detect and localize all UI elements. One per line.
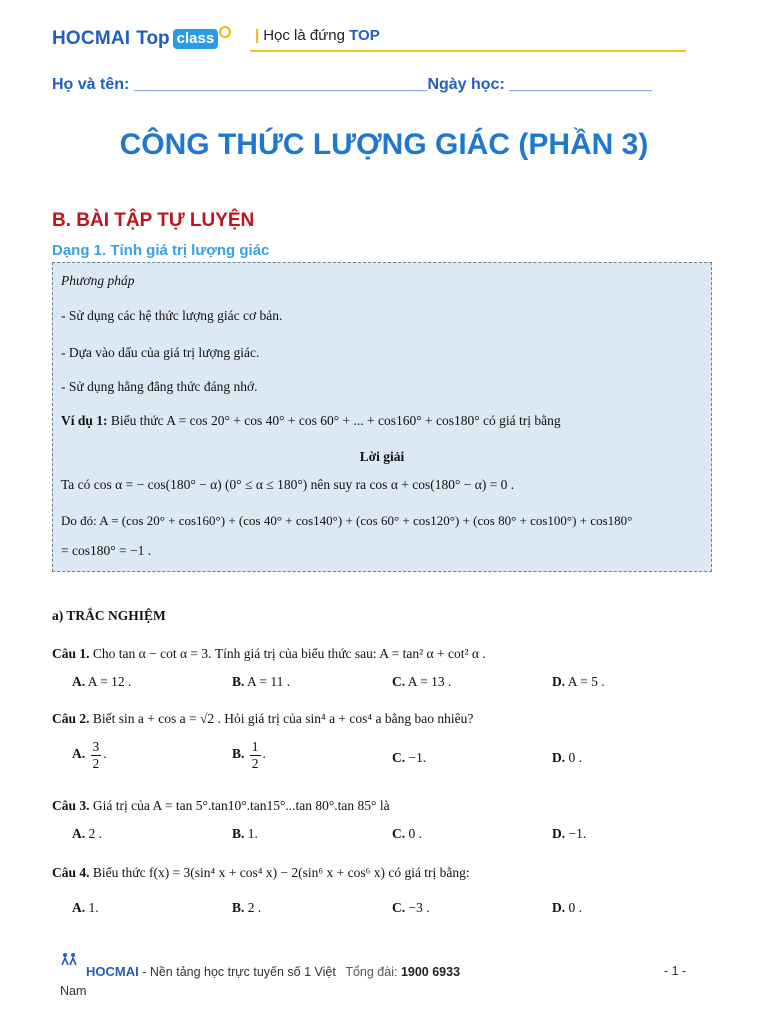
example-1	[61, 413, 561, 429]
method-item-3: - Sử dụng hằng đẳng thức đáng nhớ.	[61, 379, 258, 394]
footer	[86, 964, 460, 979]
q2-option-c-letter: C.	[392, 750, 406, 765]
q2-option-c-text: −1.	[408, 750, 427, 765]
q2-a-numerator: 3	[92, 739, 100, 754]
q1-option-d[interactable]	[552, 674, 605, 690]
q4-option-a-text: 1.	[88, 900, 99, 915]
q2-option-a-fraction	[91, 740, 102, 770]
page-title: CÔNG THỨC LƯỢNG GIÁC (PHẦN 3)	[119, 128, 649, 161]
solution-label: Lời giải	[359, 449, 405, 464]
hocmai-footer-icon	[60, 952, 78, 966]
slogan	[255, 27, 380, 44]
q3-option-b-text: 1.	[247, 826, 258, 841]
q2-option-d[interactable]	[552, 750, 582, 766]
q1-option-d-letter: D.	[552, 674, 566, 689]
method-item-2: - Dựa vào dấu của giá trị lượng giác.	[61, 345, 260, 360]
question-4-label: Câu 4.	[52, 865, 90, 880]
question-3-label: Câu 3.	[52, 798, 90, 813]
q4-option-a[interactable]	[72, 900, 99, 916]
q4-option-c-letter: C.	[392, 900, 406, 915]
question-2	[52, 711, 473, 727]
q2-option-c[interactable]	[392, 750, 426, 766]
q4-option-d[interactable]	[552, 900, 582, 916]
solution-line-2: Do đó: A = (cos 20° + cos160°) + (cos 40° + cos140°) + (cos 60° + cos120°) + (cos 80° + cos100°) + cos180°	[61, 513, 633, 528]
q1-option-b[interactable]	[232, 674, 290, 690]
q1-option-a-letter: A.	[72, 674, 86, 689]
q4-option-c[interactable]	[392, 900, 430, 916]
hocmai-topclass-logo	[52, 26, 231, 52]
slogan-top: TOP	[349, 27, 380, 44]
q2-option-d-text: 0 .	[568, 750, 582, 765]
q3-option-a-letter: A.	[72, 826, 86, 841]
logo-hocmai-text: HOCMAI	[52, 28, 131, 49]
question-4-text: Biểu thức f(x) = 3(sin⁴ x + cos⁴ x) − 2(sin⁶ x + cos⁶ x) có giá trị bằng:	[92, 865, 470, 880]
q3-option-a-text: 2 .	[88, 826, 102, 841]
q1-option-c-letter: C.	[392, 674, 406, 689]
method-box	[52, 262, 712, 572]
q2-b-numerator: 1	[251, 739, 259, 754]
question-3-text: Giá trị của A = tan 5°.tan10°.tan15°...tan 80°.tan 85° là	[92, 798, 390, 813]
name-date-row: Họ và tên: _________________________________Ngày học: ________________	[52, 76, 652, 93]
q1-option-a-text: A = 12 .	[87, 674, 132, 689]
q4-option-b[interactable]	[232, 900, 261, 916]
q3-option-b[interactable]	[232, 826, 258, 842]
question-2-label: Câu 2.	[52, 711, 90, 726]
q4-option-b-letter: B.	[232, 900, 245, 915]
slogan-bar: |	[255, 27, 260, 44]
q2-option-a-letter: A.	[72, 746, 86, 762]
method-item-1: - Sử dụng các hệ thức lượng giác cơ bản.	[61, 308, 283, 323]
q1-option-b-text: A = 11 .	[247, 674, 291, 689]
question-2-text: Biết sin a + cos a = √2 . Hỏi giá trị của sin⁴ a + cos⁴ a bằng bao nhiêu?	[92, 711, 474, 726]
logo-class-text: class	[173, 29, 219, 49]
q2-option-d-letter: D.	[552, 750, 566, 765]
method-heading: Phương pháp	[61, 273, 135, 288]
footer-hotline-number: 1900 6933	[400, 965, 461, 979]
question-1	[52, 646, 486, 662]
q3-option-b-letter: B.	[232, 826, 245, 841]
q2-b-period: .	[262, 746, 266, 762]
q3-option-c-letter: C.	[392, 826, 406, 841]
solution-line-1: Ta có cos α = − cos(180° − α) (0° ≤ α ≤ 180°) nên suy ra cos α + cos(180° − α) = 0 .	[61, 477, 515, 492]
q1-option-c[interactable]	[392, 674, 451, 690]
q2-a-denominator: 2	[92, 755, 100, 771]
footer-hotline-label: Tổng đài:	[345, 965, 398, 979]
q4-option-c-text: −3 .	[408, 900, 430, 915]
q2-b-denominator: 2	[251, 755, 259, 771]
q2-a-period: .	[103, 746, 107, 762]
question-1-text: Cho tan α − cot α = 3. Tính giá trị của biểu thức sau: A = tan² α + cot² α .	[92, 646, 486, 661]
q2-option-b[interactable]	[232, 740, 266, 770]
logo-top-text: Top	[136, 28, 170, 49]
footer-line-2: Nam	[60, 984, 87, 998]
q1-option-c-text: A = 13 .	[407, 674, 452, 689]
q4-option-a-letter: A.	[72, 900, 86, 915]
question-3	[52, 798, 390, 814]
footer-text: - Nền tảng học trực tuyến số 1 Việt	[138, 965, 336, 979]
slogan-text: Học là đứng	[263, 27, 345, 44]
q3-option-d-text: −1.	[568, 826, 587, 841]
q1-option-b-letter: B.	[232, 674, 245, 689]
q2-option-b-fraction	[250, 740, 261, 770]
footer-hotline	[345, 965, 460, 979]
header-underline	[250, 50, 686, 52]
q3-option-d-letter: D.	[552, 826, 566, 841]
q3-option-a[interactable]	[72, 826, 102, 842]
example-label: Ví dụ 1:	[61, 413, 108, 428]
page-number: - 1 -	[664, 964, 687, 978]
q2-option-a[interactable]	[72, 740, 107, 770]
subsection-heading: Dạng 1. Tính giá trị lượng giác	[52, 242, 270, 259]
q4-option-d-text: 0 .	[568, 900, 582, 915]
footer-brand[interactable]: HOCMAI	[86, 964, 139, 979]
q3-option-c[interactable]	[392, 826, 422, 842]
q1-option-a[interactable]	[72, 674, 131, 690]
example-text: Biểu thức A = cos 20° + cos 40° + cos 60° + ... + cos160° + cos180° có giá trị bằng	[110, 413, 561, 428]
q3-option-c-text: 0 .	[408, 826, 422, 841]
section-heading-b: B. BÀI TẬP TỰ LUYỆN	[52, 210, 255, 231]
question-1-label: Câu 1.	[52, 646, 90, 661]
q4-option-d-letter: D.	[552, 900, 566, 915]
solution-line-3: = cos180° = −1 .	[61, 543, 152, 558]
q3-option-d[interactable]	[552, 826, 586, 842]
part-a-heading: a) TRẮC NGHIỆM	[52, 608, 166, 623]
q4-option-b-text: 2 .	[247, 900, 262, 915]
question-4	[52, 865, 470, 881]
q1-option-d-text: A = 5 .	[567, 674, 605, 689]
q2-option-b-letter: B.	[232, 746, 245, 762]
logo-dot-icon	[219, 26, 231, 38]
